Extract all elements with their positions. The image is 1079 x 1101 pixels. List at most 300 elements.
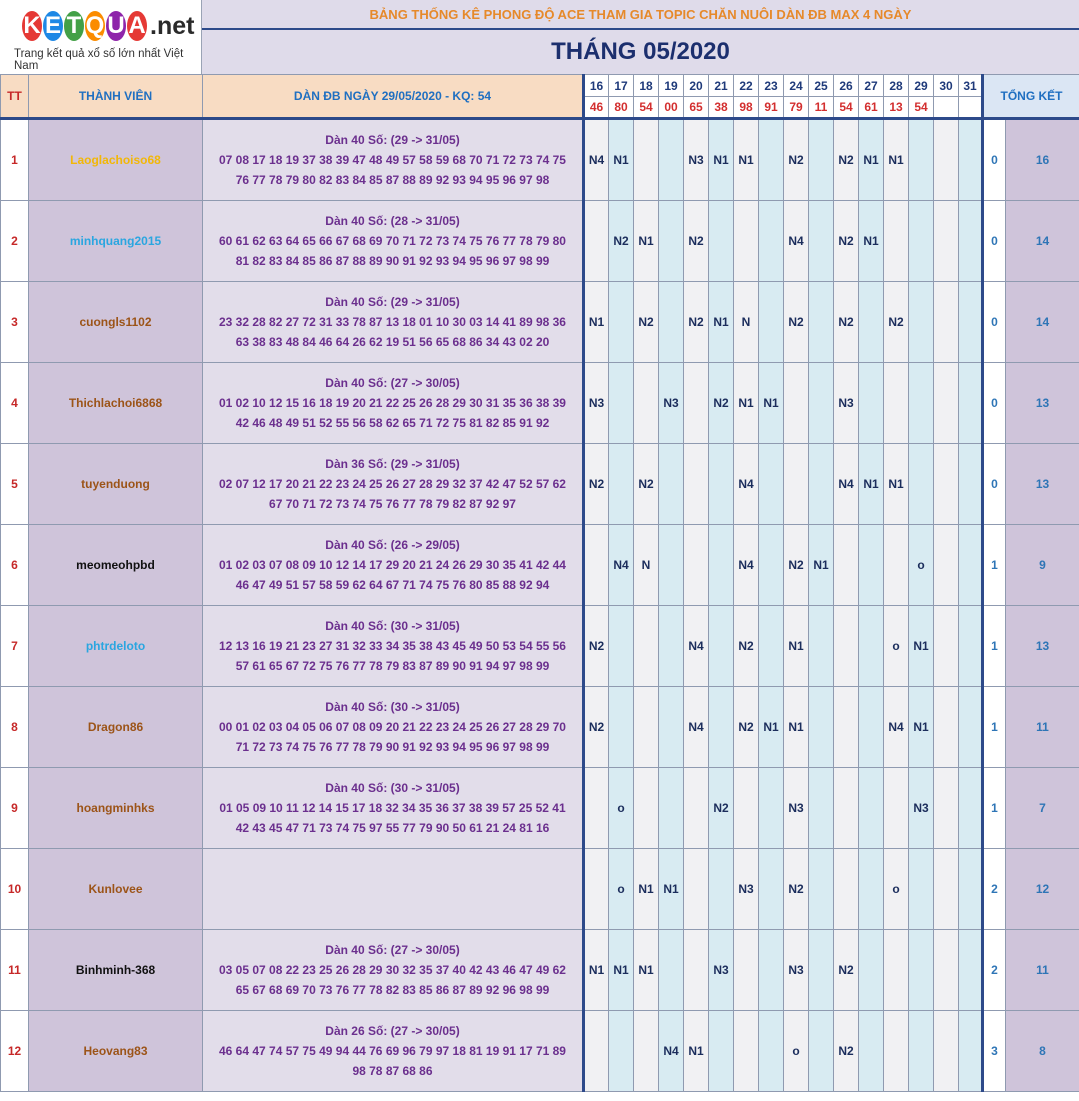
day-header-cell: 19 <box>659 75 684 97</box>
day-cell <box>734 1011 759 1092</box>
day-result-cell: 80 <box>609 97 634 119</box>
day-cell: N2 <box>784 849 809 930</box>
member-name[interactable]: Binhminh-368 <box>29 930 203 1011</box>
dan-numbers <box>203 687 584 768</box>
total-score: 13 <box>1006 363 1079 444</box>
dan-numbers <box>203 525 584 606</box>
day-cell <box>959 444 983 525</box>
dan-line2: 01 02 10 12 15 16 18 19 20 21 22 25 26 28 29 30 31 35 36 38 39 <box>219 396 566 410</box>
table-row <box>1 525 1079 606</box>
logo-suffix: .net <box>150 11 195 40</box>
table-row <box>1 119 1079 201</box>
day-result-cell: 65 <box>684 97 709 119</box>
member-name[interactable]: Heovang83 <box>29 1011 203 1092</box>
dan-line1: Dàn 40 Số: (27 -> 30/05) <box>325 943 460 957</box>
table-row <box>1 849 1079 930</box>
day-cell: N1 <box>859 444 884 525</box>
day-cell <box>934 363 959 444</box>
day-cell <box>809 1011 834 1092</box>
day-cell <box>884 201 909 282</box>
day-cell: N4 <box>734 444 759 525</box>
day-cell: N1 <box>859 119 884 201</box>
day-cell <box>809 282 834 363</box>
day-cell <box>634 1011 659 1092</box>
day-cell <box>834 687 859 768</box>
day-cell <box>959 849 983 930</box>
day-cell <box>934 1011 959 1092</box>
day-cell <box>709 444 734 525</box>
miss-count: 1 <box>983 525 1006 606</box>
header-tt: TT <box>1 75 29 119</box>
day-cell <box>809 930 834 1011</box>
day-cell <box>684 444 709 525</box>
day-cell <box>959 930 983 1011</box>
day-cell <box>584 201 609 282</box>
day-result-cell: 54 <box>634 97 659 119</box>
day-cell <box>609 1011 634 1092</box>
dan-line1: Dàn 26 Số: (27 -> 30/05) <box>325 1024 460 1038</box>
day-cell <box>609 363 634 444</box>
day-cell <box>709 687 734 768</box>
day-cell: N1 <box>609 119 634 201</box>
dan-line3: 67 70 71 72 73 74 75 76 77 78 79 82 87 92 97 <box>269 497 516 511</box>
dan-line1: Dàn 40 Số: (29 -> 31/05) <box>325 133 460 147</box>
miss-count: 1 <box>983 606 1006 687</box>
day-cell <box>859 849 884 930</box>
day-cell: N1 <box>734 119 759 201</box>
day-cell <box>784 444 809 525</box>
logo-letter: U <box>107 12 125 39</box>
day-cell <box>659 687 684 768</box>
dan-numbers <box>203 1011 584 1092</box>
day-cell <box>759 525 784 606</box>
day-cell <box>659 201 684 282</box>
day-result-cell: 11 <box>809 97 834 119</box>
day-header-cell: 20 <box>684 75 709 97</box>
day-cell: N2 <box>584 444 609 525</box>
table-row <box>1 201 1079 282</box>
day-cell: N4 <box>734 525 759 606</box>
day-cell <box>659 119 684 201</box>
day-cell <box>934 768 959 849</box>
day-cell <box>909 1011 934 1092</box>
day-cell <box>934 525 959 606</box>
day-cell: o <box>884 606 909 687</box>
row-number: 11 <box>1 930 29 1011</box>
miss-count: 2 <box>983 930 1006 1011</box>
day-cell: N2 <box>684 201 709 282</box>
ketqua-logo[interactable] <box>0 0 202 74</box>
day-cell <box>584 849 609 930</box>
day-cell: N3 <box>909 768 934 849</box>
dan-line2: 12 13 16 19 21 23 27 31 32 33 34 35 38 43 45 49 50 53 54 55 56 <box>219 639 566 653</box>
month-title: THÁNG 05/2020 <box>202 30 1079 74</box>
total-score: 14 <box>1006 201 1079 282</box>
day-header-cell: 21 <box>709 75 734 97</box>
dan-numbers <box>203 768 584 849</box>
dan-numbers <box>203 363 584 444</box>
dan-line2: 01 05 09 10 11 12 14 15 17 18 32 34 35 36 37 38 39 57 25 52 41 <box>219 801 566 815</box>
table-row <box>1 606 1079 687</box>
day-cell: N4 <box>609 525 634 606</box>
day-cell <box>859 282 884 363</box>
table-row <box>1 768 1079 849</box>
dan-line1: Dàn 40 Số: (29 -> 31/05) <box>325 295 460 309</box>
stats-table <box>0 74 1079 1092</box>
day-result-cell: 38 <box>709 97 734 119</box>
day-cell: N4 <box>684 687 709 768</box>
day-cell <box>809 119 834 201</box>
dan-numbers <box>203 930 584 1011</box>
total-score: 8 <box>1006 1011 1079 1092</box>
day-cell <box>809 768 834 849</box>
day-cell <box>584 1011 609 1092</box>
dan-line2: 02 07 12 17 20 21 22 23 24 25 26 27 28 29 32 37 42 47 52 57 62 <box>219 477 566 491</box>
day-cell: N2 <box>634 444 659 525</box>
day-cell <box>859 687 884 768</box>
member-name[interactable]: phtrdeloto <box>29 606 203 687</box>
day-cell <box>859 525 884 606</box>
row-number: 8 <box>1 687 29 768</box>
row-number: 10 <box>1 849 29 930</box>
day-cell <box>909 930 934 1011</box>
day-cell <box>834 768 859 849</box>
day-cell <box>959 525 983 606</box>
header-member: THÀNH VIÊN <box>29 75 203 119</box>
row-number: 3 <box>1 282 29 363</box>
dan-line1: Dàn 40 Số: (28 -> 31/05) <box>325 214 460 228</box>
member-name[interactable]: cuongls1102 <box>29 282 203 363</box>
day-header-cell: 26 <box>834 75 859 97</box>
day-header-cell: 22 <box>734 75 759 97</box>
day-cell: N1 <box>584 930 609 1011</box>
day-cell <box>959 606 983 687</box>
day-cell <box>859 606 884 687</box>
dan-line2: 00 01 02 03 04 05 06 07 08 09 20 21 22 23 24 25 26 27 28 29 70 <box>219 720 566 734</box>
day-cell: N1 <box>634 201 659 282</box>
day-cell: N1 <box>709 282 734 363</box>
day-cell <box>659 606 684 687</box>
day-cell: N2 <box>684 282 709 363</box>
day-cell <box>584 525 609 606</box>
day-cell: N2 <box>584 606 609 687</box>
day-cell: N2 <box>834 201 859 282</box>
dan-line1: Dàn 40 Số: (27 -> 30/05) <box>325 376 460 390</box>
dan-line3: 76 77 78 79 80 82 83 84 85 87 88 89 92 93 94 95 96 97 98 <box>235 173 550 187</box>
day-cell: N1 <box>784 606 809 687</box>
table-row <box>1 363 1079 444</box>
day-cell: N3 <box>734 849 759 930</box>
day-cell <box>909 444 934 525</box>
day-cell <box>909 849 934 930</box>
day-cell <box>634 687 659 768</box>
member-name[interactable]: meomeohpbd <box>29 525 203 606</box>
member-name[interactable]: Dragon86 <box>29 687 203 768</box>
day-cell <box>734 930 759 1011</box>
day-result-cell: 13 <box>884 97 909 119</box>
dan-line2: 03 05 07 08 22 23 25 26 28 29 30 32 35 37 40 42 43 46 47 49 62 <box>219 963 566 977</box>
day-cell <box>834 525 859 606</box>
day-cell: N1 <box>584 282 609 363</box>
logo-wordmark <box>22 8 194 44</box>
day-cell <box>809 687 834 768</box>
day-cell: N <box>734 282 759 363</box>
day-cell: N2 <box>834 1011 859 1092</box>
day-result-cell <box>934 97 959 119</box>
day-cell: N2 <box>884 282 909 363</box>
day-cell: N1 <box>809 525 834 606</box>
day-cell <box>684 768 709 849</box>
day-cell <box>809 201 834 282</box>
dan-numbers <box>203 444 584 525</box>
sheet-title: BẢNG THỐNG KÊ PHONG ĐỘ ACE THAM GIA TOPIC CHĂN NUÔI DÀN ĐB MAX 4 NGÀY <box>202 0 1079 30</box>
dan-numbers <box>203 201 584 282</box>
dan-line1: Dàn 40 Số: (30 -> 31/05) <box>325 700 460 714</box>
day-cell: N1 <box>884 444 909 525</box>
day-cell: N2 <box>734 606 759 687</box>
day-cell <box>759 930 784 1011</box>
day-cell <box>759 768 784 849</box>
day-cell: N1 <box>634 930 659 1011</box>
total-score: 7 <box>1006 768 1079 849</box>
dan-line1: Dàn 40 Số: (30 -> 31/05) <box>325 619 460 633</box>
day-cell <box>884 1011 909 1092</box>
day-cell <box>609 282 634 363</box>
row-number: 1 <box>1 119 29 201</box>
dan-line3: 81 82 83 84 85 86 87 88 89 90 91 92 93 94 95 96 97 98 99 <box>235 254 550 268</box>
miss-count: 1 <box>983 687 1006 768</box>
dan-line3: 42 46 48 49 51 52 55 56 58 62 65 71 72 75 81 82 85 91 92 <box>235 416 550 430</box>
day-cell: N3 <box>784 930 809 1011</box>
day-cell: N2 <box>634 282 659 363</box>
dan-line2 <box>203 879 582 899</box>
miss-count: 3 <box>983 1011 1006 1092</box>
day-cell <box>634 768 659 849</box>
day-cell <box>809 849 834 930</box>
day-result-cell: 54 <box>909 97 934 119</box>
day-cell <box>759 1011 784 1092</box>
table-row <box>1 1011 1079 1092</box>
day-cell: N1 <box>884 119 909 201</box>
day-cell: N2 <box>609 201 634 282</box>
logo-letter: Q <box>85 12 105 39</box>
dan-numbers <box>203 849 584 930</box>
total-score: 11 <box>1006 687 1079 768</box>
day-cell <box>834 849 859 930</box>
day-cell <box>959 1011 983 1092</box>
day-header-cell: 17 <box>609 75 634 97</box>
day-cell <box>834 606 859 687</box>
day-header-cell: 30 <box>934 75 959 97</box>
dan-line1: Dàn 40 Số: (30 -> 31/05) <box>325 781 460 795</box>
logo-letter: A <box>128 12 146 39</box>
dan-numbers <box>203 606 584 687</box>
day-cell <box>884 768 909 849</box>
day-cell <box>709 849 734 930</box>
day-cell: N2 <box>784 282 809 363</box>
day-cell <box>659 444 684 525</box>
total-score: 14 <box>1006 282 1079 363</box>
day-cell: N2 <box>784 525 809 606</box>
day-cell: N2 <box>709 768 734 849</box>
day-cell <box>784 363 809 444</box>
day-cell: N1 <box>759 687 784 768</box>
total-score: 11 <box>1006 930 1079 1011</box>
row-number: 7 <box>1 606 29 687</box>
day-cell: N4 <box>784 201 809 282</box>
member-name[interactable]: Kunlovee <box>29 849 203 930</box>
day-cell <box>709 606 734 687</box>
day-cell: N1 <box>759 363 784 444</box>
day-result-cell: 61 <box>859 97 884 119</box>
day-cell <box>909 363 934 444</box>
day-header-cell: 24 <box>784 75 809 97</box>
day-cell: o <box>609 849 634 930</box>
day-cell: o <box>784 1011 809 1092</box>
member-name[interactable]: minhquang2015 <box>29 201 203 282</box>
day-cell <box>909 282 934 363</box>
day-cell: o <box>909 525 934 606</box>
dan-line2: 60 61 62 63 64 65 66 67 68 69 70 71 72 73 74 75 76 77 78 79 80 <box>219 234 566 248</box>
day-cell <box>934 687 959 768</box>
member-name[interactable]: Thichlachoi6868 <box>29 363 203 444</box>
miss-count: 0 <box>983 201 1006 282</box>
dan-line3: 65 67 68 69 70 73 76 77 78 82 83 85 86 87 89 92 96 98 99 <box>235 983 550 997</box>
day-cell <box>934 119 959 201</box>
miss-count: 1 <box>983 768 1006 849</box>
dan-numbers <box>203 282 584 363</box>
day-cell <box>859 1011 884 1092</box>
day-result-cell: 46 <box>584 97 609 119</box>
day-cell: N4 <box>584 119 609 201</box>
day-cell: N1 <box>909 687 934 768</box>
dan-line3: 46 47 49 51 57 58 59 62 64 67 71 74 75 76 80 85 88 92 94 <box>235 578 550 592</box>
day-cell <box>884 363 909 444</box>
day-cell <box>709 201 734 282</box>
day-cell <box>934 930 959 1011</box>
day-cell <box>709 525 734 606</box>
day-cell <box>584 768 609 849</box>
day-header-cell: 31 <box>959 75 983 97</box>
day-cell: N3 <box>584 363 609 444</box>
day-cell: N4 <box>834 444 859 525</box>
day-cell <box>934 606 959 687</box>
day-cell <box>609 687 634 768</box>
day-cell: N1 <box>659 849 684 930</box>
day-cell: N2 <box>734 687 759 768</box>
day-cell <box>859 363 884 444</box>
day-cell <box>934 282 959 363</box>
day-header-cell: 16 <box>584 75 609 97</box>
day-header-cell: 25 <box>809 75 834 97</box>
miss-count: 0 <box>983 363 1006 444</box>
logo-letter: K <box>23 12 41 39</box>
day-cell <box>709 1011 734 1092</box>
day-cell <box>909 201 934 282</box>
day-cell <box>959 687 983 768</box>
day-header-cell: 18 <box>634 75 659 97</box>
day-cell <box>959 201 983 282</box>
day-cell <box>809 363 834 444</box>
day-cell <box>684 525 709 606</box>
dan-line2: 46 64 47 74 57 75 49 94 44 76 69 96 79 97 18 81 19 91 17 71 89 <box>219 1044 566 1058</box>
miss-count: 0 <box>983 119 1006 201</box>
day-cell: N1 <box>859 201 884 282</box>
day-cell <box>634 119 659 201</box>
day-result-cell: 91 <box>759 97 784 119</box>
day-cell <box>759 201 784 282</box>
day-cell <box>959 363 983 444</box>
header-dan: DÀN ĐB NGÀY 29/05/2020 - KQ: 54 <box>203 75 584 119</box>
total-score: 13 <box>1006 606 1079 687</box>
day-cell <box>959 119 983 201</box>
dan-line3: 57 61 65 67 72 75 76 77 78 79 83 87 89 90 91 94 97 98 99 <box>235 659 550 673</box>
day-cell <box>634 606 659 687</box>
header-total: TỔNG KẾT <box>983 75 1079 119</box>
day-cell: N2 <box>834 119 859 201</box>
row-number: 2 <box>1 201 29 282</box>
day-cell: N1 <box>784 687 809 768</box>
dan-line3: 63 38 83 48 84 46 64 26 62 19 51 56 65 68 86 34 43 02 20 <box>235 335 550 349</box>
dan-line1 <box>203 859 582 879</box>
day-cell: o <box>884 849 909 930</box>
member-name[interactable]: Laoglachoiso68 <box>29 119 203 201</box>
day-cell <box>759 282 784 363</box>
day-header-cell: 27 <box>859 75 884 97</box>
dan-line3: 42 43 45 47 71 73 74 75 97 55 77 79 90 50 61 21 24 81 16 <box>235 821 550 835</box>
day-cell <box>809 606 834 687</box>
miss-count: 0 <box>983 282 1006 363</box>
day-cell <box>684 849 709 930</box>
day-result-cell: 98 <box>734 97 759 119</box>
day-cell <box>659 930 684 1011</box>
dan-numbers <box>203 119 584 201</box>
logo-letter: T <box>64 11 84 41</box>
day-cell <box>609 606 634 687</box>
day-cell: N3 <box>684 119 709 201</box>
logo-letter: E <box>44 12 61 39</box>
day-cell <box>884 930 909 1011</box>
day-cell: N2 <box>834 930 859 1011</box>
total-score: 9 <box>1006 525 1079 606</box>
day-cell: N <box>634 525 659 606</box>
day-cell <box>934 444 959 525</box>
day-cell <box>934 201 959 282</box>
logo-tagline: Trang kết quả xổ số lớn nhất Việt Nam <box>14 48 184 72</box>
day-result-cell: 54 <box>834 97 859 119</box>
day-cell <box>759 444 784 525</box>
table-row <box>1 444 1079 525</box>
day-cell: N4 <box>684 606 709 687</box>
member-name[interactable]: hoangminhks <box>29 768 203 849</box>
day-cell: N1 <box>684 1011 709 1092</box>
day-cell <box>809 444 834 525</box>
day-cell: N3 <box>659 363 684 444</box>
day-cell <box>859 930 884 1011</box>
day-header-cell: 23 <box>759 75 784 97</box>
day-cell <box>959 768 983 849</box>
day-cell <box>759 849 784 930</box>
day-cell <box>609 444 634 525</box>
day-cell: N3 <box>709 930 734 1011</box>
day-cell <box>859 768 884 849</box>
row-number: 5 <box>1 444 29 525</box>
member-name[interactable]: tuyenduong <box>29 444 203 525</box>
total-score: 12 <box>1006 849 1079 930</box>
day-cell <box>909 119 934 201</box>
dan-line3 <box>203 899 582 919</box>
dan-line1: Dàn 40 Số: (26 -> 29/05) <box>325 538 460 552</box>
